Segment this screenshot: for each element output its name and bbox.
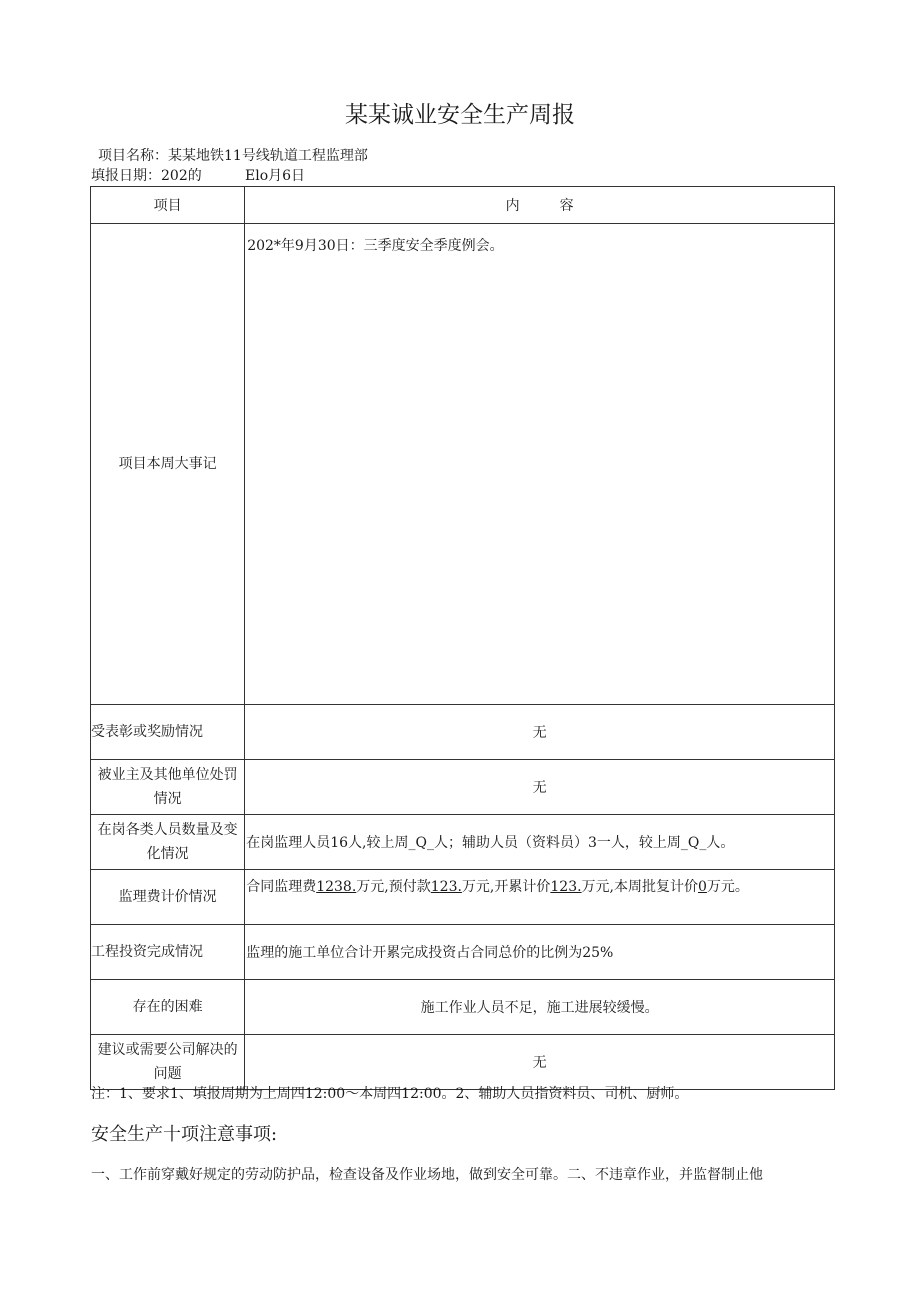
- table-row: [91, 870, 835, 925]
- suggestions-label: 建议或需要公司解决的问题: [91, 1035, 245, 1090]
- table-row: [91, 1035, 835, 1090]
- events-content: 202*年9月30日：三季度安全季度例会。: [245, 224, 835, 705]
- suggestions-content: 无: [245, 1035, 835, 1090]
- table-note: 注：1、要求1、填报周期为上周四12:00～本周四12:00。2、辅助人员指资料员、司机、厨师。: [91, 1086, 689, 1102]
- investment-label: 工程投资完成情况: [91, 925, 245, 980]
- table-row: [91, 925, 835, 980]
- difficulties-label: 存在的困难: [91, 980, 245, 1035]
- table-row: [91, 224, 835, 705]
- penalties-label: 被业主及其他单位处罚情况: [91, 760, 245, 815]
- header-content-char1: 内: [505, 198, 520, 214]
- staff-content: 在岗监理人员16人,较上周_Q_人；辅助人员（资料员）3一人，较上周_Q_人。: [245, 815, 835, 870]
- report-date-label: 填报日期：202的: [91, 168, 202, 184]
- awards-content: 无: [245, 705, 835, 760]
- table-header-row: [91, 187, 835, 224]
- staff-label: 在岗各类人员数量及变化情况: [91, 815, 245, 870]
- report-date-value: Elo月6日: [245, 168, 306, 184]
- investment-content: 监理的施工单位合计开累完成投资占合同总价的比例为25%: [245, 925, 835, 980]
- fees-prefix: 合同监理费: [246, 879, 317, 895]
- fees-contract: 1238.: [316, 879, 357, 895]
- project-name: 项目名称：某某地铁11号线轨道工程监理部: [98, 148, 368, 164]
- fees-advance: 123.: [430, 879, 462, 895]
- header-content-char2: 容: [559, 198, 574, 214]
- fees-label: 监理费计价情况: [91, 870, 245, 925]
- table-row: [91, 705, 835, 760]
- fees-sep2: 万元,开累计价: [461, 879, 551, 895]
- fees-sep3: 万元,本周批复计价: [581, 879, 698, 895]
- fees-sep1: 万元,预付款: [356, 879, 431, 895]
- table-row: [91, 980, 835, 1035]
- safety-body-text: 一、工作前穿戴好规定的劳动防护品，检查设备及作业场地，做到安全可靠。二、不违章作业，并监督制止他: [91, 1167, 763, 1183]
- table-row: [91, 815, 835, 870]
- document-title: 某某诚业安全生产周报: [345, 102, 575, 128]
- fees-suffix: 万元。: [706, 879, 749, 895]
- header-item: 项目: [91, 187, 245, 224]
- difficulties-content: 施工作业人员不足，施工进展较缓慢。: [245, 980, 835, 1035]
- fees-approved: 0: [698, 879, 707, 895]
- weekly-report-table: [90, 186, 835, 1090]
- table-row: [91, 760, 835, 815]
- safety-section-heading: 安全生产十项注意事项:: [91, 1124, 278, 1145]
- awards-label: 受表彰或奖励情况: [91, 705, 245, 760]
- penalties-content: 无: [245, 760, 835, 815]
- events-label: 项目本周大事记: [91, 224, 245, 705]
- fees-content: [245, 870, 835, 925]
- fees-cumulative: 123.: [550, 879, 582, 895]
- header-content: [245, 187, 835, 224]
